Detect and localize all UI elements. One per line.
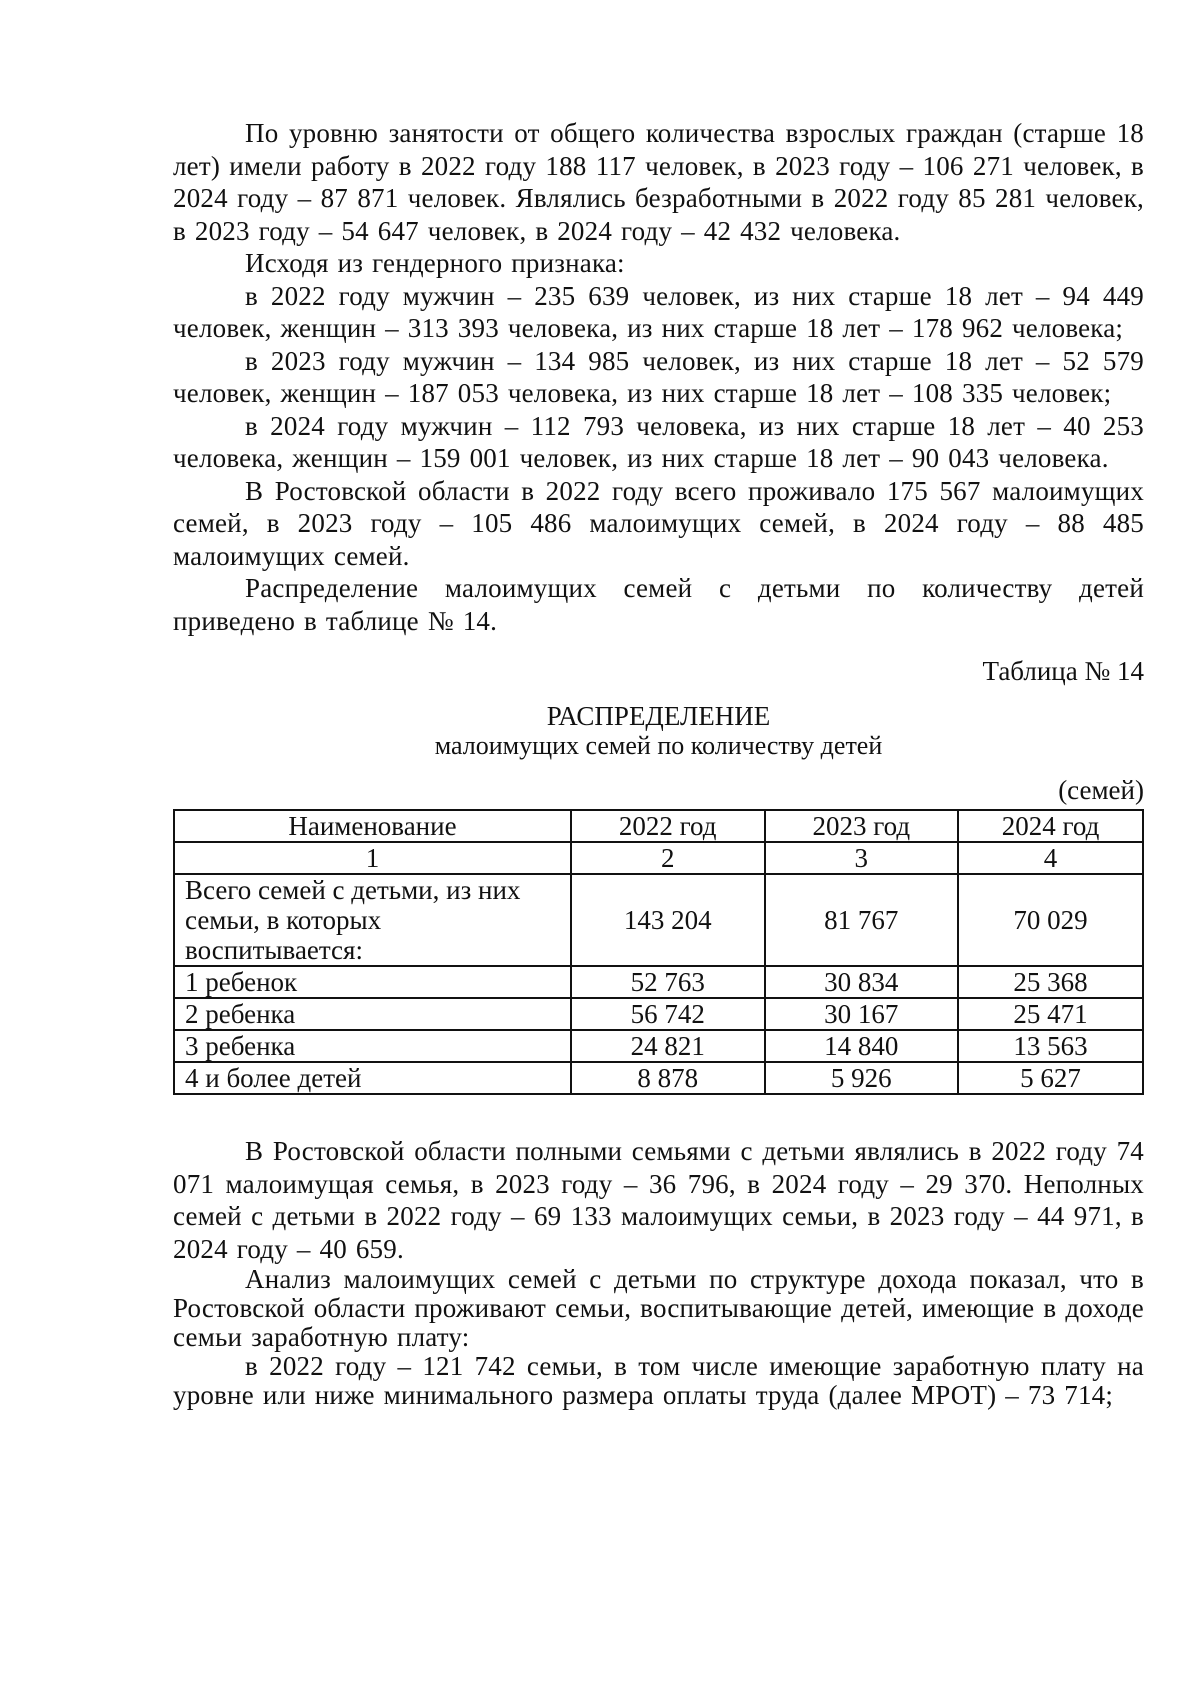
table-label: Таблица № 14 [982,656,1144,686]
paragraph-gender-2022: в 2022 году мужчин – 235 639 человек, из них старше 18 лет – 94 449 человек, женщин – 313 393 человека, из них старше 18 лет – 178 962 человека; [173,280,1144,343]
paragraph-gender-2023: в 2023 году мужчин – 134 985 человек, из них старше 18 лет – 52 579 человек, женщин – 187 053 человека, из них старше 18 лет – 108 335 человек; [173,345,1144,408]
cell-2024: 25 471 [958,998,1143,1030]
column-number: 2 [571,842,765,874]
table-row [174,1030,1143,1062]
table-title: РАСПРЕДЕЛЕНИЕ [546,701,771,731]
header-2023: 2023 год [765,810,959,842]
cell-2024: 25 368 [958,966,1143,998]
column-number: 4 [958,842,1143,874]
table-row [174,998,1143,1030]
row-name: 3 ребенка [174,1030,571,1062]
cell-2023: 5 926 [765,1062,959,1094]
cell-2022: 56 742 [571,998,765,1030]
table-header-row [174,810,1143,842]
cell-2024: 5 627 [958,1062,1143,1094]
paragraph-gender-intro: Исходя из гендерного признака: [245,248,625,278]
row-name: 2 ребенка [174,998,571,1030]
table-subtitle: малоимущих семей по количеству детей [434,731,883,760]
cell-2022: 52 763 [571,966,765,998]
cell-2022: 24 821 [571,1030,765,1062]
cell-2023: 30 167 [765,998,959,1030]
paragraph-gender-2024: в 2024 году мужчин – 112 793 человека, из них старше 18 лет – 40 253 человека, женщин – 159 001 человек, из них старше 18 лет – 90 043 человека. [173,410,1144,473]
row-name: Всего семей с детьми, из них семьи, в которых воспитывается: [174,874,571,966]
paragraph-table-reference: Распределение малоимущих семей с детьми по количеству детей приведено в таблице № 14. [173,573,1144,636]
table-row [174,966,1143,998]
column-number: 1 [174,842,571,874]
cell-2022: 8 878 [571,1062,765,1094]
paragraph-employment: По уровню занятости от общего количества взрослых граждан (старше 18 лет) имели работу в 2022 году 188 117 человек, в 2023 году – 106 271 человек, в 2024 году – 87 871 человек. Являлись безработными в 2022 году 85 281 человек, в 2023 году – 54 647 человек, в 2024 году – 42 432 человека. [173,118,1144,246]
row-name: 4 и более детей [174,1062,571,1094]
paragraph-full-families: В Ростовской области полными семьями с детьми являлись в 2022 году 74 071 малоимущая семья, в 2023 году – 36 796, в 2024 году – 29 370. Неполных семей с детьми в 2022 году – 69 133 малоимущих семьи, в 2023 году – 44 971, в 2024 году – 40 659. [173,1136,1144,1264]
cell-2023: 14 840 [765,1030,959,1062]
header-2022: 2022 год [571,810,765,842]
cell-2023: 81 767 [765,874,959,966]
cell-2022: 143 204 [571,874,765,966]
cell-2024: 70 029 [958,874,1143,966]
cell-2023: 30 834 [765,966,959,998]
column-number: 3 [765,842,959,874]
table-row [174,1062,1143,1094]
paragraph-low-income-families: В Ростовской области в 2022 году всего проживало 175 567 малоимущих семей, в 2023 году – 105 486 малоимущих семей, в 2024 году – 88 485 малоимущих семей. [173,475,1144,571]
table-row-total [174,874,1143,966]
table-unit: (семей) [1058,775,1144,805]
header-2024: 2024 год [958,810,1143,842]
cell-2024: 13 563 [958,1030,1143,1062]
table-column-numbers-row [174,842,1143,874]
row-name: 1 ребенок [174,966,571,998]
families-table [173,809,1144,1095]
document-page [173,117,1144,1410]
paragraph-income-2022: в 2022 году – 121 742 семьи, в том числе имеющие заработную плату на уровне или ниже минимального размера оплаты труда (далее МРОТ) – 73 714; [173,1351,1144,1410]
header-name: Наименование [174,810,571,842]
paragraph-income-analysis: Анализ малоимущих семей с детьми по структуре дохода показал, что в Ростовской области проживают семьи, воспитывающие детей, имеющие в доходе семьи заработную плату: [173,1264,1144,1352]
